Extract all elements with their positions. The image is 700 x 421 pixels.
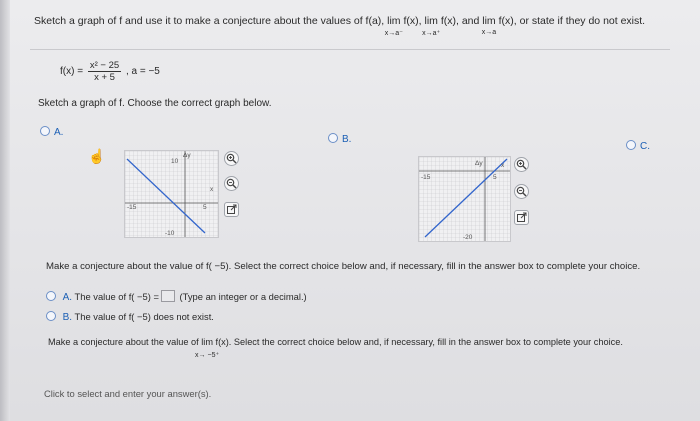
graph-a-x-right: 5	[203, 204, 207, 211]
zoom-out-icon	[225, 177, 238, 190]
function-definition: f(x) = $\frac{\text{x² − 25}}{x + 5}$ , a = −5	[60, 60, 160, 83]
zoom-out-a-button[interactable]	[224, 176, 239, 191]
graph-a-y-bottom: -10	[165, 230, 175, 237]
external-link-icon	[225, 203, 238, 216]
graph-b-y-label: Δy	[475, 160, 483, 167]
zoom-out-icon	[515, 185, 528, 198]
question-text: Sketch a graph of f and use it to make a conjecture about the values of f(a), lim x→a⁻ f(x), lim x→a⁺ f(x), and lim x→a f(x), or state if they do not exist.	[34, 15, 646, 37]
zoom-in-icon	[225, 152, 238, 165]
divider	[30, 49, 670, 50]
graph-a-y-top: 10	[171, 158, 179, 165]
graph-b-x-label: x	[501, 162, 505, 169]
option-b[interactable]: B.	[328, 133, 351, 145]
option-a[interactable]: A.	[40, 126, 63, 138]
question-intro: Sketch a graph of f and use it to make a conjecture about the values of f(a),	[34, 15, 385, 27]
zoom-out-b-button[interactable]	[514, 184, 529, 199]
radio-c[interactable]	[626, 140, 636, 150]
radio-b[interactable]	[328, 133, 338, 143]
conjecture-limit-prompt: Make a conjecture about the value of lim x→ −5⁺ f(x). Select the correct choice below and, if necessary, fill in the answer box to complete your choice.	[48, 337, 623, 359]
popout-b-button[interactable]	[514, 210, 529, 225]
lim-right: lim x→a⁺	[422, 15, 441, 37]
graph-b-plot	[419, 157, 510, 241]
radio-a[interactable]	[40, 126, 50, 136]
graph-a-plot	[125, 151, 218, 237]
left-edge	[0, 0, 10, 421]
popout-a-button[interactable]	[224, 202, 239, 217]
conjecture-f-prompt: Make a conjecture about the value of f( −5). Select the correct choice below and, if necessary, fill in the answer box to complete your choice.	[46, 261, 641, 272]
option-c[interactable]: C.	[626, 140, 650, 152]
lim-minus5-right: lim x→ −5⁺	[195, 337, 220, 359]
graph-a[interactable]	[124, 150, 219, 238]
radio-choice-b[interactable]	[46, 311, 56, 321]
choice-a-row[interactable]: A. The value of f( −5) = (Type an integer or a decimal.)	[46, 290, 307, 303]
lim-two-sided: lim x→a	[481, 15, 497, 36]
footer-instruction: Click to select and enter your answer(s).	[44, 388, 212, 399]
radio-choice-a[interactable]	[46, 291, 56, 301]
graph-a-y-label: Δy	[183, 152, 191, 159]
hand-cursor-icon: ☝	[88, 148, 106, 164]
graph-b-x-right: 5	[493, 174, 497, 181]
zoom-in-a-button[interactable]	[224, 151, 239, 166]
graph-b[interactable]	[418, 156, 511, 242]
sketch-prompt: Sketch a graph of f. Choose the correct graph below.	[38, 98, 272, 109]
graph-a-x-label: x	[210, 186, 214, 193]
graph-b-x-left: -15	[421, 174, 431, 181]
graph-a-x-left: -15	[127, 204, 137, 211]
function-fraction: $\frac{\text{x² − 25}}{x + 5}$	[89, 60, 120, 83]
zoom-in-icon	[515, 158, 528, 171]
graph-b-y-bottom: -20	[463, 234, 473, 241]
answer-box[interactable]	[161, 290, 175, 302]
zoom-in-b-button[interactable]	[514, 157, 529, 172]
choice-b-row[interactable]: B. The value of f( −5) does not exist.	[46, 311, 214, 323]
lim-left: lim x→a⁻	[384, 15, 403, 37]
external-link-icon	[515, 211, 528, 224]
